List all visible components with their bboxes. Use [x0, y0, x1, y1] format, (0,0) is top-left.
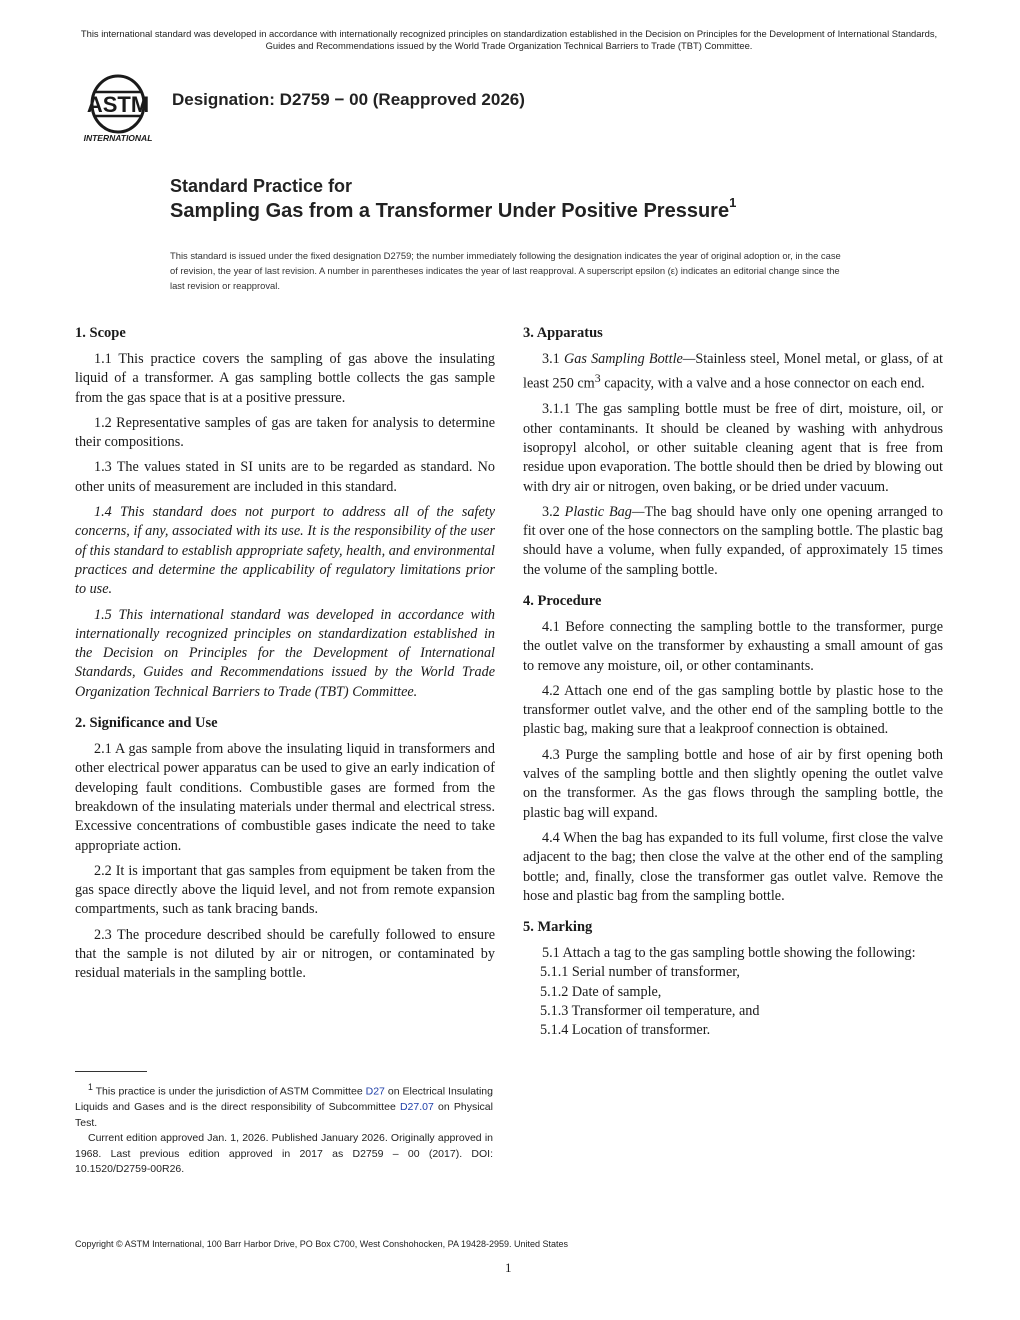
list-item: 5.1.1 Serial number of transformer, [540, 964, 740, 981]
term-gas-sampling-bottle: Gas Sampling Bottle— [563, 351, 696, 367]
section-marking [523, 918, 943, 1040]
list-item: 5.1.2 Date of sample, [540, 983, 662, 1000]
paragraph-2-1: 2.1 A gas sample from above the insulating liquid in transformers and other electrical power apparatus can be used to give an early indication of developing fault conditions. Combustible gases are formed from the breakdown of the insulating materials under thermal and electrical stress. Excessive concentrations of combustible gases indicate the need to take appropriate action. [75, 741, 495, 854]
section-heading-marking: 5. Marking [523, 919, 593, 936]
footnote-1: $^1$ This practice is under the jurisdiction of ASTM Committee D27 on Electrical Insulating Liquids and Gases and is the direct responsibility of Subcommittee D27.07 on Physical Test. [75, 1082, 493, 1129]
title-line-2 [170, 195, 930, 224]
paragraph-2-2: 2.2 It is important that gas samples from equipment be taken from the gas space directly above the liquid level, and not from remote expansion compartments, such as tank bracing bands. [75, 862, 495, 918]
page-number: 1 [505, 1260, 512, 1275]
copyright: Copyright © ASTM International, 100 Barr Harbor Drive, PO Box C700, West Conshohocken, PA 19428-2959. United States [75, 1239, 569, 1249]
title-line-1: Standard Practice for [170, 176, 353, 196]
link-committee-d27[interactable]: D27 [365, 1085, 385, 1098]
title-block [170, 174, 930, 224]
section-procedure [523, 592, 943, 906]
list-item: 5.1.4 Location of transformer. [540, 1022, 711, 1039]
section-heading-scope: 1. Scope [75, 325, 126, 341]
paragraph-5-1: 5.1 Attach a tag to the gas sampling bottle showing the following: [542, 945, 916, 962]
logo-subtext: INTERNATIONAL [83, 133, 153, 143]
section-significance [75, 714, 495, 984]
footnote-edition: Current edition approved Jan. 1, 2026. Published January 2026. Originally approved in 1968. Last previous edition approved in 2017 as D2759 – 00 (2017). DOI: 10.1520/D2759-00R26. [75, 1132, 493, 1176]
title-footnote-mark: 1 [729, 195, 737, 211]
paragraph-4-1: 4.1 Before connecting the sampling bottle to the transformer, purge the outlet valve on the transformer by exhausting a small amount of gas to remove any moisture, oil, or other contaminants. [523, 619, 943, 674]
section-scope [75, 324, 495, 702]
term-plastic-bag: Plastic Bag— [564, 503, 645, 520]
paragraph-3-2: 3.2 Plastic Bag—The bag should have only one opening arranged to fit over one of the hose connectors on the sampling bottle. The plastic bag should have a volume, when fully expanded, of approximately 15 times the volume of the sampling bottle. [523, 503, 944, 578]
paragraph-4-3: 4.3 Purge the sampling bottle and hose of air by first opening both valves of the sampling bottle and then slightly opening the outlet valve on the transformer. As the gas flows through the sampling bottle, the plastic bag will expand. [523, 746, 943, 821]
list-item: 5.1.3 Transformer oil temperature, and [540, 1003, 760, 1020]
paragraph-4-4: 4.4 When the bag has expanded to its full volume, first close the valve adjacent to the bag; then close the valve at the other end of the sampling bottle; and, finally, close the transformer gas outlet valve. Remove the hose and plastic bag from the sampling bottle. [523, 829, 943, 904]
paragraph-1-3: 1.3 The values stated in SI units are to be regarded as standard. No other units of measurement are included in this standard. [75, 459, 495, 495]
issued-statement: This standard is issued under the fixed designation D2759; the number immediately following the designation indicates the year of original adoption or, in the case of revision, the year of last revision. A number in parentheses indicates the year of last reapproval. A superscript epsilon (ε) indicates an editorial change since the last revision or reapproval. [170, 250, 841, 291]
standardization-notice: This international standard was developed in accordance with internationally recognized principles on standardization established in the Decision on Principles for the Development of International Standards, Guides and Recommendations issued by the World Trade Organization Technical Barriers to Trade (TBT) Committee. [80, 28, 938, 51]
paragraph-3-1-1: 3.1.1 The gas sampling bottle must be free of dirt, moisture, oil, or other contaminants. It should be cleaned by washing with anhydrous isopropyl alcohol, or other suitable cleaning agent that is free from residue upon evaporation. The bottle should then be dried by blowing out with dry air or nitrogen, oven baking, or be dried under vacuum. [523, 401, 943, 495]
paragraph-1-1: 1.1 This practice covers the sampling of gas above the insulating liquid of a transformer. A gas sampling bottle collects the gas sample from the gas space that is at a positive pressure. [75, 351, 495, 406]
astm-logo [78, 72, 160, 144]
designation: Designation: D2759 − 00 (Reapproved 2026) [172, 90, 525, 109]
paragraph-1-2: 1.2 Representative samples of gas are taken for analysis to determine their compositions. [75, 414, 495, 451]
paragraph-1-5: 1.5 This international standard was developed in accordance with internationally recognized principles on standardization established in the Decision on Principles for the Development of International Standards, Guides and Recommendations issued by the World Trade Organization Technical Barriers to Trade (TBT) Committee. [75, 606, 495, 700]
link-subcommittee-d27-07[interactable]: D27.07 [399, 1101, 434, 1114]
section-heading-significance: 2. Significance and Use [75, 715, 218, 732]
title-main: Sampling Gas from a Transformer Under Positive Pressure [170, 200, 730, 222]
right-column [523, 324, 943, 1053]
paragraph-1-4: 1.4 This standard does not purport to address all of the safety concerns, if any, associated with its use. It is the responsibility of the user of this standard to establish appropriate safety, health, and environmental practices and determine the applicability of regulatory limitations prior to use. [75, 504, 495, 598]
section-apparatus [523, 324, 943, 580]
footnote [75, 1080, 493, 1178]
paragraph-3-1: 3.1 Gas Sampling Bottle—Stainless steel, Monel metal, or glass, of at least 250 $cm^3$ capacity, with a valve and a hose connector on each end. [523, 351, 943, 393]
footnote-divider [75, 1071, 147, 1072]
paragraph-4-2: 4.2 Attach one end of the gas sampling bottle by plastic hose to the transformer outlet valve, and the other end of the sampling bottle to the plastic bag, making sure that a leakproof connection is obtained. [523, 682, 943, 738]
section-heading-procedure: 4. Procedure [523, 593, 602, 609]
section-heading-apparatus: 3. Apparatus [523, 325, 603, 341]
logo-text: ASTM [86, 92, 150, 117]
left-column [75, 324, 495, 996]
paragraph-2-3: 2.3 The procedure described should be carefully followed to ensure that the sample is not diluted by air or nitrogen, or contaminated by residual materials in the sampling bottle. [75, 926, 495, 982]
